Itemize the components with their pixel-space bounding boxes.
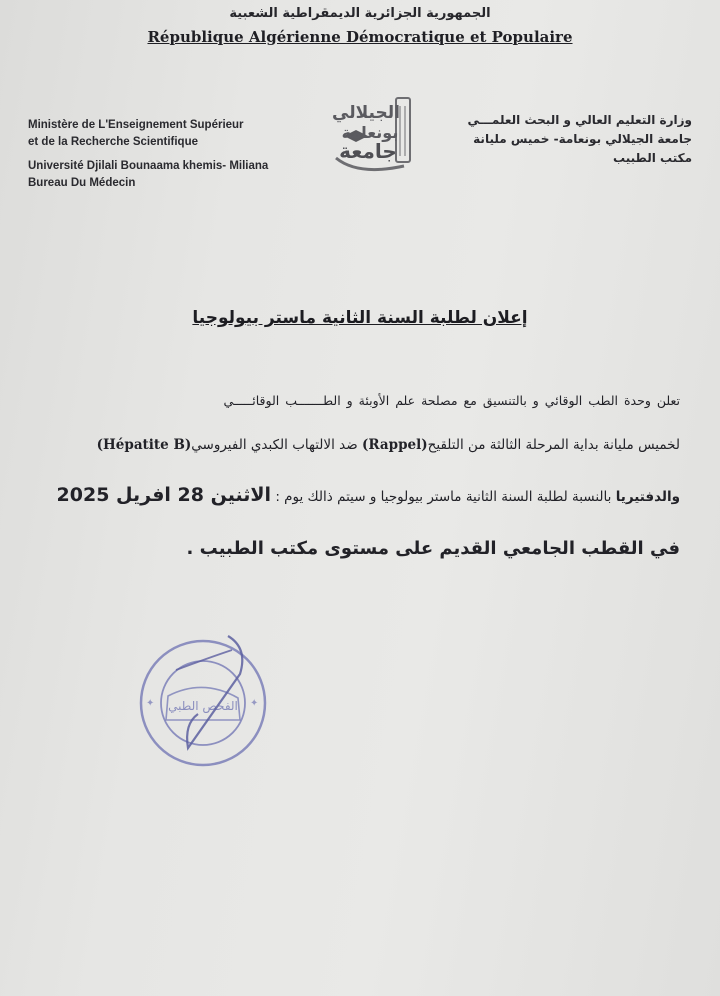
svg-text:الجيلالي: الجيلالي bbox=[332, 103, 400, 123]
body-line-2-text-b: ضد الالتهاب الكبدي الفيروسي bbox=[191, 437, 363, 453]
header-arabic-republic: الجمهورية الجزائرية الديمقراطية الشعبية bbox=[229, 6, 491, 21]
body-line-3 bbox=[20, 484, 680, 506]
ministry-ar-line-2: جامعة الجيلالي بونعامة- خميس مليانة bbox=[473, 132, 692, 146]
diphtheria-label: والدفتيريا bbox=[615, 489, 680, 505]
ministry-ar-line-3: مكتب الطبيب bbox=[613, 151, 692, 165]
hepatitis-b-label: (Hépatite B) bbox=[96, 437, 192, 453]
ministry-block-french bbox=[28, 117, 318, 192]
header-french-republic: République Algérienne Démocratique et Populaire bbox=[147, 28, 573, 46]
announcement-title: إعلان لطلبة السنة الثانية ماستر بيولوجيا bbox=[192, 308, 528, 328]
ministry-line-1: Ministère de L'Enseignement Supérieur bbox=[28, 119, 244, 131]
svg-text:الفحص الطبي: الفحص الطبي bbox=[168, 699, 238, 713]
body-line-1: تعلن وحدة الطب الوقائي و بالتنسيق مع مصلحة علم الأوبئة و الطـــــــب الوقائـــــي bbox=[223, 393, 680, 408]
body-line-2-text: لخميس مليانة بداية المرحلة الثالثة من التلقيح bbox=[427, 437, 680, 453]
rappel-label: (Rappel) bbox=[362, 437, 428, 453]
office-line: Bureau Du Médecin bbox=[28, 177, 136, 189]
ministry-line-2: et de la Recherche Scientifique bbox=[28, 136, 199, 148]
body-line-3-text: بالنسبة لطلبة السنة الثانية ماستر بيولوجيا و سيتم ذالك يوم : bbox=[271, 489, 616, 505]
appointment-date: الاثنين 28 افريل 2025 bbox=[56, 484, 272, 506]
svg-text:جامعة: جامعة bbox=[339, 139, 397, 163]
university-logo-icon bbox=[318, 88, 428, 184]
svg-text:✦: ✦ bbox=[250, 698, 259, 709]
svg-text:بونعامة: بونعامة bbox=[341, 123, 399, 142]
body-line-4-location: في القطب الجامعي القديم على مستوى مكتب الطبيب . bbox=[186, 538, 680, 559]
ministry-ar-line-1: وزارة التعليم العالي و البحث العلمـــي bbox=[467, 113, 692, 127]
ministry-block-arabic bbox=[462, 111, 692, 168]
university-line: Université Djilali Bounaama khemis- Miliana bbox=[28, 160, 269, 172]
svg-text:✦: ✦ bbox=[146, 698, 155, 709]
official-seal-stamp-icon bbox=[128, 628, 278, 778]
body-line-2 bbox=[20, 437, 680, 453]
